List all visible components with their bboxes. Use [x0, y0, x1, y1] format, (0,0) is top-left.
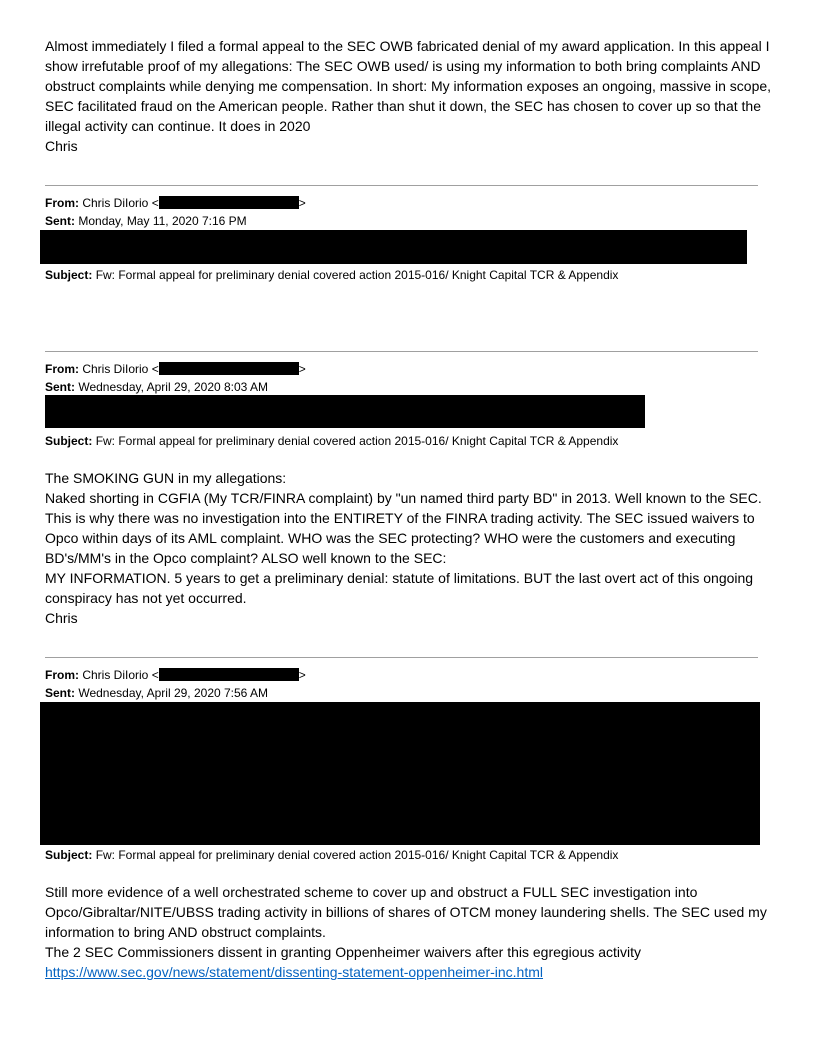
- email-2-from-row: [45, 360, 306, 378]
- sent-label: Sent:: [45, 214, 75, 228]
- subject-label: Subject:: [45, 268, 93, 282]
- sent-date: Wednesday, April 29, 2020 7:56 AM: [78, 686, 269, 700]
- redacted-recipients-block: [40, 230, 747, 264]
- sent-date: Monday, May 11, 2020 7:16 PM: [78, 214, 247, 228]
- subject-label: Subject:: [45, 848, 93, 862]
- sent-label: Sent:: [45, 380, 75, 394]
- email-3-body: [45, 882, 775, 982]
- email-1-subject-row: [45, 266, 618, 284]
- body-line: The 2 SEC Commissioners dissent in granting Oppenheimer waivers after this egregious activity: [45, 944, 642, 960]
- body-line: Naked shorting in CGFIA (My TCR/FINRA complaint) by "un named third party BD" in 2013. Well known to the SEC. This is why there was no investigation into the ENTIRETY of the FINRA trading activity. The SEC issued waivers to Opco within days of its AML complaint. WHO was the SEC protecting? WHO were the customers and executing BD's/MM's in the Opco complaint? ALSO well known to the SEC:: [45, 490, 762, 566]
- from-label: From:: [45, 668, 79, 682]
- body-line: MY INFORMATION. 5 years to get a preliminary denial: statute of limitations. BUT the last overt act of this ongoing conspiracy has not yet occurred.: [45, 570, 754, 606]
- separator-line: [45, 657, 758, 658]
- email-2-body: [45, 468, 775, 628]
- from-label: From:: [45, 362, 79, 376]
- sent-date: Wednesday, April 29, 2020 8:03 AM: [78, 380, 269, 394]
- from-name: Chris DiIorio <: [82, 362, 159, 376]
- body-line: The SMOKING GUN in my allegations:: [45, 470, 287, 486]
- body-line: Still more evidence of a well orchestrated scheme to cover up and obstruct a FULL SEC investigation into Opco/Gibraltar/NITE/UBSS trading activity in billions of shares of OTCM money laundering shells. The SEC used my information to bring AND obstruct complaints.: [45, 884, 767, 940]
- redacted-email-address: [159, 668, 299, 681]
- from-close: >: [298, 668, 306, 682]
- redacted-email-address: [159, 196, 299, 209]
- email-2-subject-row: [45, 432, 618, 450]
- body-signature: Chris: [45, 610, 78, 626]
- subject-text: Fw: Formal appeal for preliminary denial covered action 2015-016/ Knight Capital TCR & Appendix: [95, 268, 619, 282]
- from-name: Chris DiIorio <: [82, 668, 159, 682]
- redacted-email-address: [159, 362, 299, 375]
- email-3-subject-row: [45, 846, 618, 864]
- redacted-recipients-block: [40, 702, 760, 845]
- from-label: From:: [45, 196, 79, 210]
- from-name: Chris DiIorio <: [82, 196, 159, 210]
- separator-line: [45, 351, 758, 352]
- email-2-sent-row: [45, 378, 268, 396]
- from-close: >: [298, 196, 306, 210]
- subject-text: Fw: Formal appeal for preliminary denial covered action 2015-016/ Knight Capital TCR & Appendix: [95, 434, 619, 448]
- intro-signature: Chris: [45, 138, 78, 154]
- email-3-sent-row: [45, 684, 268, 702]
- email-1-sent-row: [45, 212, 247, 230]
- email-1-from-row: [45, 194, 306, 212]
- redacted-recipients-block: [45, 395, 645, 428]
- sent-label: Sent:: [45, 686, 75, 700]
- separator-line: [45, 185, 758, 186]
- email-3-from-row: [45, 666, 306, 684]
- subject-label: Subject:: [45, 434, 93, 448]
- from-close: >: [298, 362, 306, 376]
- intro-body: Almost immediately I filed a formal appeal to the SEC OWB fabricated denial of my award application. In this appeal I show irrefutable proof of my allegations: The SEC OWB used/ is using my information to both bring complaints AND obstruct complaints while denying me compensation. In short: My information exposes an ongoing, massive in scope, SEC facilitated fraud on the American people. Rather than shut it down, the SEC has chosen to cover up so that the illegal activity can continue. It does in 2020: [45, 38, 772, 134]
- sec-dissent-link[interactable]: https://www.sec.gov/news/statement/dissenting-statement-oppenheimer-inc.html: [45, 964, 544, 980]
- intro-message: [45, 36, 775, 156]
- subject-text: Fw: Formal appeal for preliminary denial covered action 2015-016/ Knight Capital TCR & Appendix: [95, 848, 619, 862]
